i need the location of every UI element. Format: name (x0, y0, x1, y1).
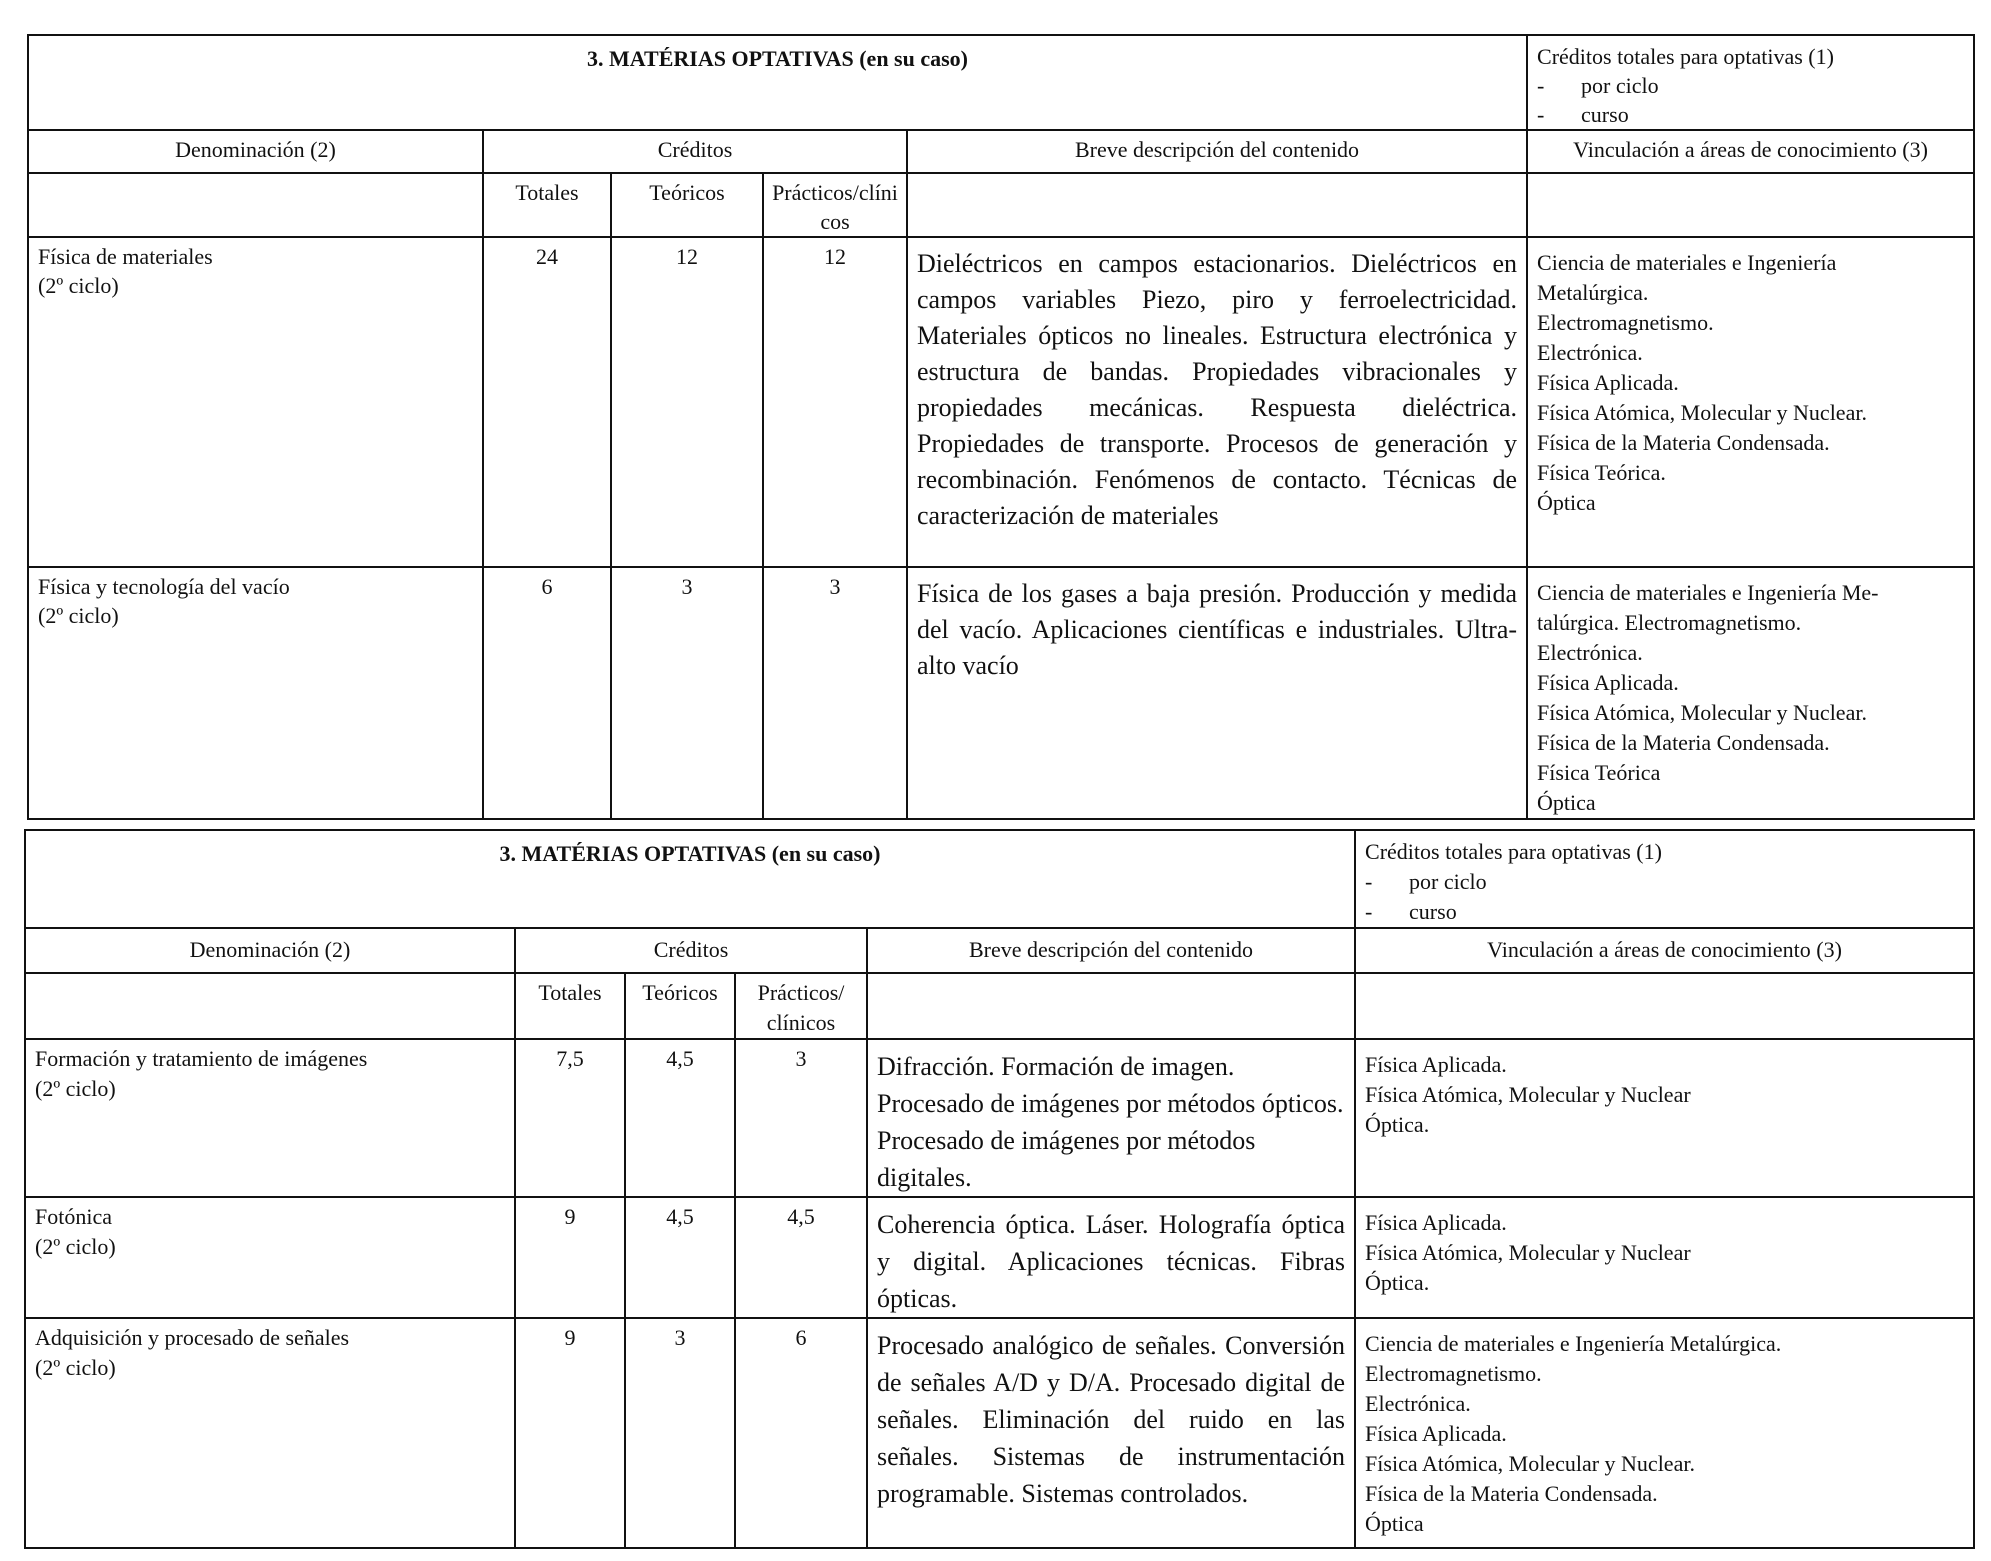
optativas-table-2 (24, 829, 1975, 1549)
table-row (28, 237, 1974, 567)
credits-total-item: - por ciclo (1365, 869, 1487, 894)
credits-practicos: 3 (735, 1039, 867, 1197)
subject-description: Procesado analógico de señales. Conversión de señales A/D y D/A. Procesado digital de señales. Eliminación del ruido en las señales. Sistemas de instrumentación programable. Sistemas controlados. (867, 1318, 1355, 1548)
table-row (25, 1039, 1974, 1197)
area-item: Óptica. (1365, 1270, 1430, 1295)
table-title: 3. MATÉRIAS OPTATIVAS (en su caso) (25, 830, 1355, 928)
credits-teoricos: 12 (611, 237, 763, 567)
area-item: Óptica (1365, 1511, 1424, 1536)
subject-cycle: (2º ciclo) (38, 603, 119, 628)
subject-name: Física y tecnología del vacío (38, 574, 290, 599)
area-item: Metalúrgica. (1537, 280, 1649, 305)
credits-practicos: 3 (763, 567, 907, 819)
subject-cycle: (2º ciclo) (35, 1076, 116, 1101)
credits-totales: 24 (483, 237, 611, 567)
subject-description: Física de los gases a baja presión. Producción y medida del vacío. Aplicaciones científicas e industriales. Ultra-alto vacío (907, 567, 1527, 819)
header-empty (907, 173, 1527, 237)
subject-name: Formación y tratamiento de imágenes (35, 1046, 368, 1071)
area-item: Física Atómica, Molecular y Nuclear. (1365, 1451, 1695, 1476)
area-item: Electromagnetismo. (1365, 1361, 1542, 1386)
credits-teoricos: 4,5 (625, 1197, 735, 1318)
credits-total-label: Créditos totales para optativas (1) (1537, 44, 1834, 69)
subject-name: Adquisición y procesado de señales (35, 1325, 350, 1350)
area-item: Física Atómica, Molecular y Nuclear. (1537, 700, 1867, 725)
subject-name-cell (25, 1039, 515, 1197)
area-item: Física Teórica. (1537, 460, 1666, 485)
area-item: Ciencia de materiales e Ingeniería Me- (1537, 580, 1879, 605)
area-item: Física Atómica, Molecular y Nuclear (1365, 1240, 1691, 1265)
table-title: 3. MATÉRIAS OPTATIVAS (en su caso) (28, 35, 1527, 130)
subject-name-cell (28, 567, 483, 819)
table-row (28, 567, 1974, 819)
area-item: Física de la Materia Condensada. (1537, 730, 1830, 755)
credits-practicos: 6 (735, 1318, 867, 1548)
area-item: Física Aplicada. (1537, 670, 1679, 695)
header-totales: Totales (483, 173, 611, 237)
header-descripcion: Breve descripción del contenido (867, 928, 1355, 973)
subject-name: Física de materiales (38, 244, 213, 269)
header-totales: Totales (515, 973, 625, 1039)
area-item: Ciencia de materiales e Ingeniería (1537, 250, 1837, 275)
credits-total-item: - curso (1537, 102, 1629, 127)
area-item: Física Aplicada. (1365, 1421, 1507, 1446)
subject-cycle: (2º ciclo) (35, 1355, 116, 1380)
credits-total-box (1355, 830, 1974, 928)
credits-totales: 6 (483, 567, 611, 819)
knowledge-areas (1355, 1197, 1974, 1318)
header-empty (1527, 173, 1974, 237)
credits-total-box (1527, 35, 1974, 130)
knowledge-areas (1527, 237, 1974, 567)
credits-totales: 7,5 (515, 1039, 625, 1197)
area-item: Física Aplicada. (1365, 1052, 1507, 1077)
header-descripcion: Breve descripción del contenido (907, 130, 1527, 173)
header-denominacion: Denominación (2) (25, 928, 515, 973)
header-practicos: Prácticos/clínicos (763, 173, 907, 237)
area-item: Física Atómica, Molecular y Nuclear. (1537, 400, 1867, 425)
header-practicos: Prácticos/ clínicos (735, 973, 867, 1039)
area-item: Física de la Materia Condensada. (1537, 430, 1830, 455)
credits-totales: 9 (515, 1318, 625, 1548)
subject-name: Fotónica (35, 1204, 112, 1229)
credits-total-item: - curso (1365, 899, 1457, 924)
area-item: Óptica (1537, 790, 1596, 815)
credits-practicos: 12 (763, 237, 907, 567)
header-denominacion: Denominación (2) (28, 130, 483, 173)
header-empty (867, 973, 1355, 1039)
area-item: Física Aplicada. (1365, 1210, 1507, 1235)
subject-cycle: (2º ciclo) (38, 273, 119, 298)
credits-totales: 9 (515, 1197, 625, 1318)
subject-description: Dieléctricos en campos estacionarios. Dieléctricos en campos variables Piezo, piro y ferroelectricidad. Materiales ópticos no lineales. Estructura electrónica y estructura de bandas. Propiedades vibracionales y propiedades mecánicas. Respuesta dieléctrica. Propiedades de transporte. Procesos de generación y recombinación. Fenómenos de contacto. Técnicas de caracterización de materiales (907, 237, 1527, 567)
credits-teoricos: 3 (625, 1318, 735, 1548)
header-empty (28, 173, 483, 237)
area-item: Física Atómica, Molecular y Nuclear (1365, 1082, 1691, 1107)
subject-name-cell (25, 1318, 515, 1548)
area-item: Física Aplicada. (1537, 370, 1679, 395)
subject-description: Coherencia óptica. Láser. Holografía óptica y digital. Aplicaciones técnicas. Fibras ópticas. (867, 1197, 1355, 1318)
table-row (25, 1197, 1974, 1318)
optativas-table-1 (27, 34, 1975, 820)
subject-name-cell (25, 1197, 515, 1318)
area-item: Electrónica. (1365, 1391, 1471, 1416)
header-empty (25, 973, 515, 1039)
credits-practicos: 4,5 (735, 1197, 867, 1318)
header-creditos: Créditos (515, 928, 867, 973)
knowledge-areas (1355, 1039, 1974, 1197)
area-item: Electrónica. (1537, 640, 1643, 665)
header-teoricos: Teóricos (611, 173, 763, 237)
credits-total-item: - por ciclo (1537, 73, 1659, 98)
subject-cycle: (2º ciclo) (35, 1234, 116, 1259)
knowledge-areas (1355, 1318, 1974, 1548)
header-empty (1355, 973, 1974, 1039)
subject-description: Difracción. Formación de imagen. Procesado de imágenes por métodos ópticos. Procesado de imágenes por métodos digitales. (867, 1039, 1355, 1197)
area-item: Física Teórica (1537, 760, 1661, 785)
subject-name-cell (28, 237, 483, 567)
credits-teoricos: 4,5 (625, 1039, 735, 1197)
area-item: Óptica. (1365, 1112, 1430, 1137)
header-creditos: Créditos (483, 130, 907, 173)
credits-total-label: Créditos totales para optativas (1) (1365, 839, 1662, 864)
area-item: Electrónica. (1537, 340, 1643, 365)
area-item: Ciencia de materiales e Ingeniería Metalúrgica. (1365, 1331, 1782, 1356)
header-vinculacion: Vinculación a áreas de conocimiento (3) (1527, 130, 1974, 173)
credits-teoricos: 3 (611, 567, 763, 819)
table-row (25, 1318, 1974, 1548)
area-item: Física de la Materia Condensada. (1365, 1481, 1658, 1506)
area-item: talúrgica. Electromagnetismo. (1537, 610, 1802, 635)
area-item: Óptica (1537, 490, 1596, 515)
header-vinculacion: Vinculación a áreas de conocimiento (3) (1355, 928, 1974, 973)
area-item: Electromagnetismo. (1537, 310, 1714, 335)
knowledge-areas (1527, 567, 1974, 819)
header-teoricos: Teóricos (625, 973, 735, 1039)
